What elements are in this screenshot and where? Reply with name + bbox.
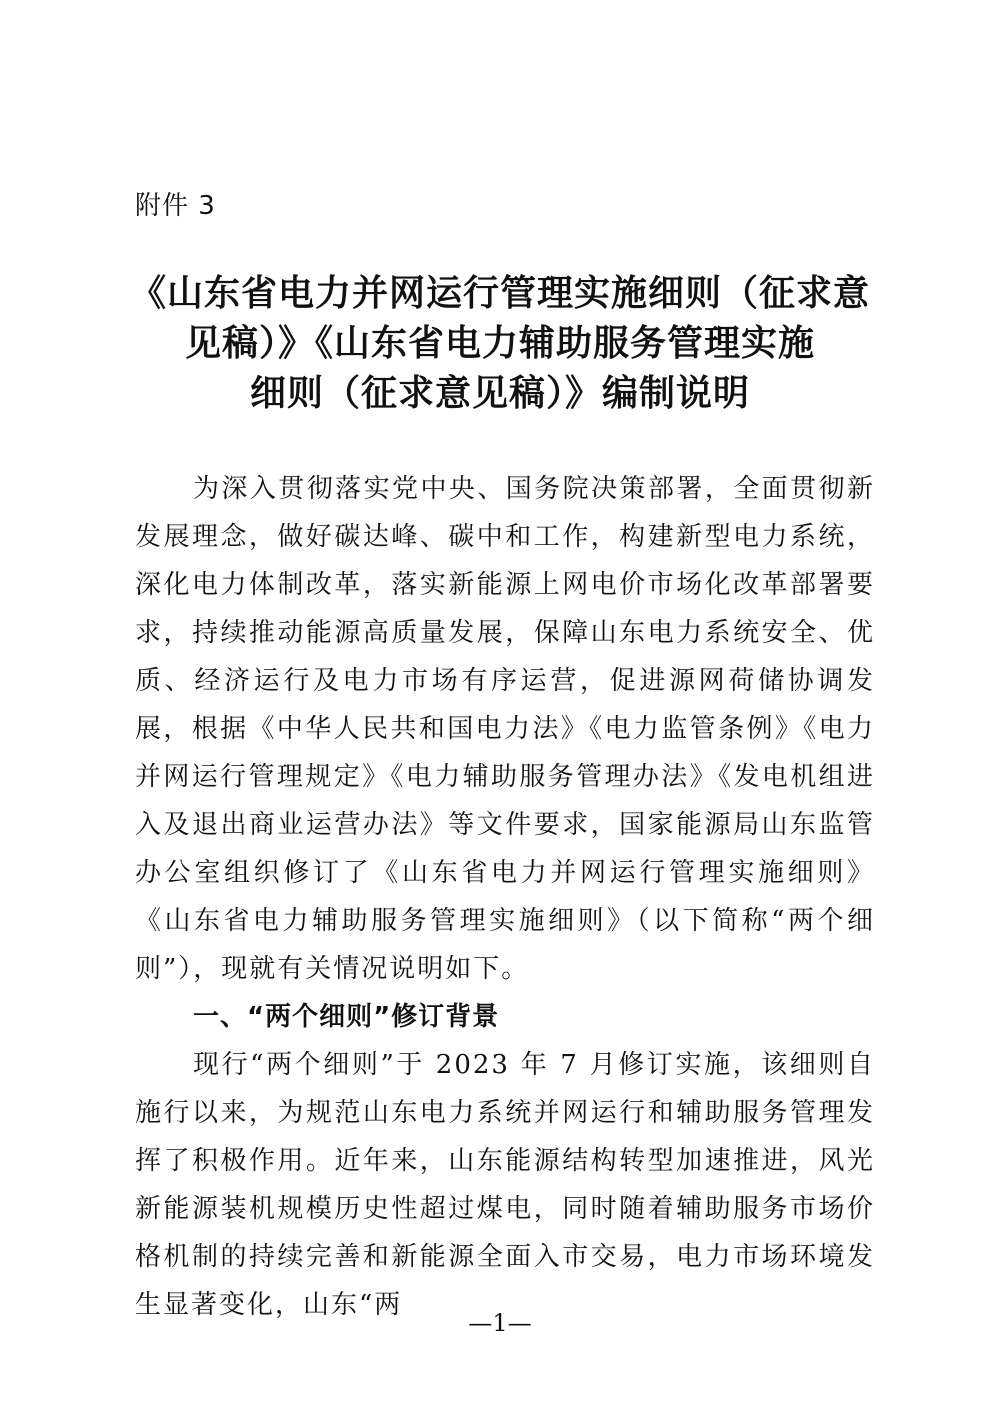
title-line-1: 《山东省电力并网运行管理实施细则（征求意	[129, 272, 870, 314]
attachment-label: 附件 3	[135, 191, 216, 221]
title-line-2: 见稿）》《山东省电力辅助服务管理实施	[184, 322, 815, 364]
document-title	[100, 268, 900, 418]
section-1-heading: 一、“两个细则”修订背景	[193, 1002, 500, 1032]
document-body	[135, 465, 875, 1329]
page-number: —1—	[468, 1309, 532, 1337]
section-1-paragraph: 现行“两个细则”于 2023 年 7 月修订实施，该细则自施行以来，为规范山东电力系统并网运行和辅助服务管理发挥了积极作用。近年来，山东能源结构转型加速推进，风光新能源装机规模历史性超过煤电，同时随着辅助服务市场价格机制的持续完善和新能源全面入市交易，电力市场环境发生显著变化，山东“两	[135, 1050, 875, 1320]
title-line-3: 细则（征求意见稿）》编制说明	[249, 372, 750, 414]
intro-paragraph: 为深入贯彻落实党中央、国务院决策部署，全面贯彻新发展理念，做好碳达峰、碳中和工作，构建新型电力系统，深化电力体制改革，落实新能源上网电价市场化改革部署要求，持续推动能源高质量发展，保障山东电力系统安全、优质、经济运行及电力市场有序运营，促进源网荷储协调发展，根据《中华人民共和国电力法》《电力监管条例》《电力并网运行管理规定》《电力辅助服务管理办法》《发电机组进入及退出商业运营办法》等文件要求，国家能源局山东监管办公室组织修订了《山东省电力并网运行管理实施细则》《山东省电力辅助服务管理实施细则》（以下简称“两个细则”），现就有关情况说明如下。	[135, 474, 875, 984]
